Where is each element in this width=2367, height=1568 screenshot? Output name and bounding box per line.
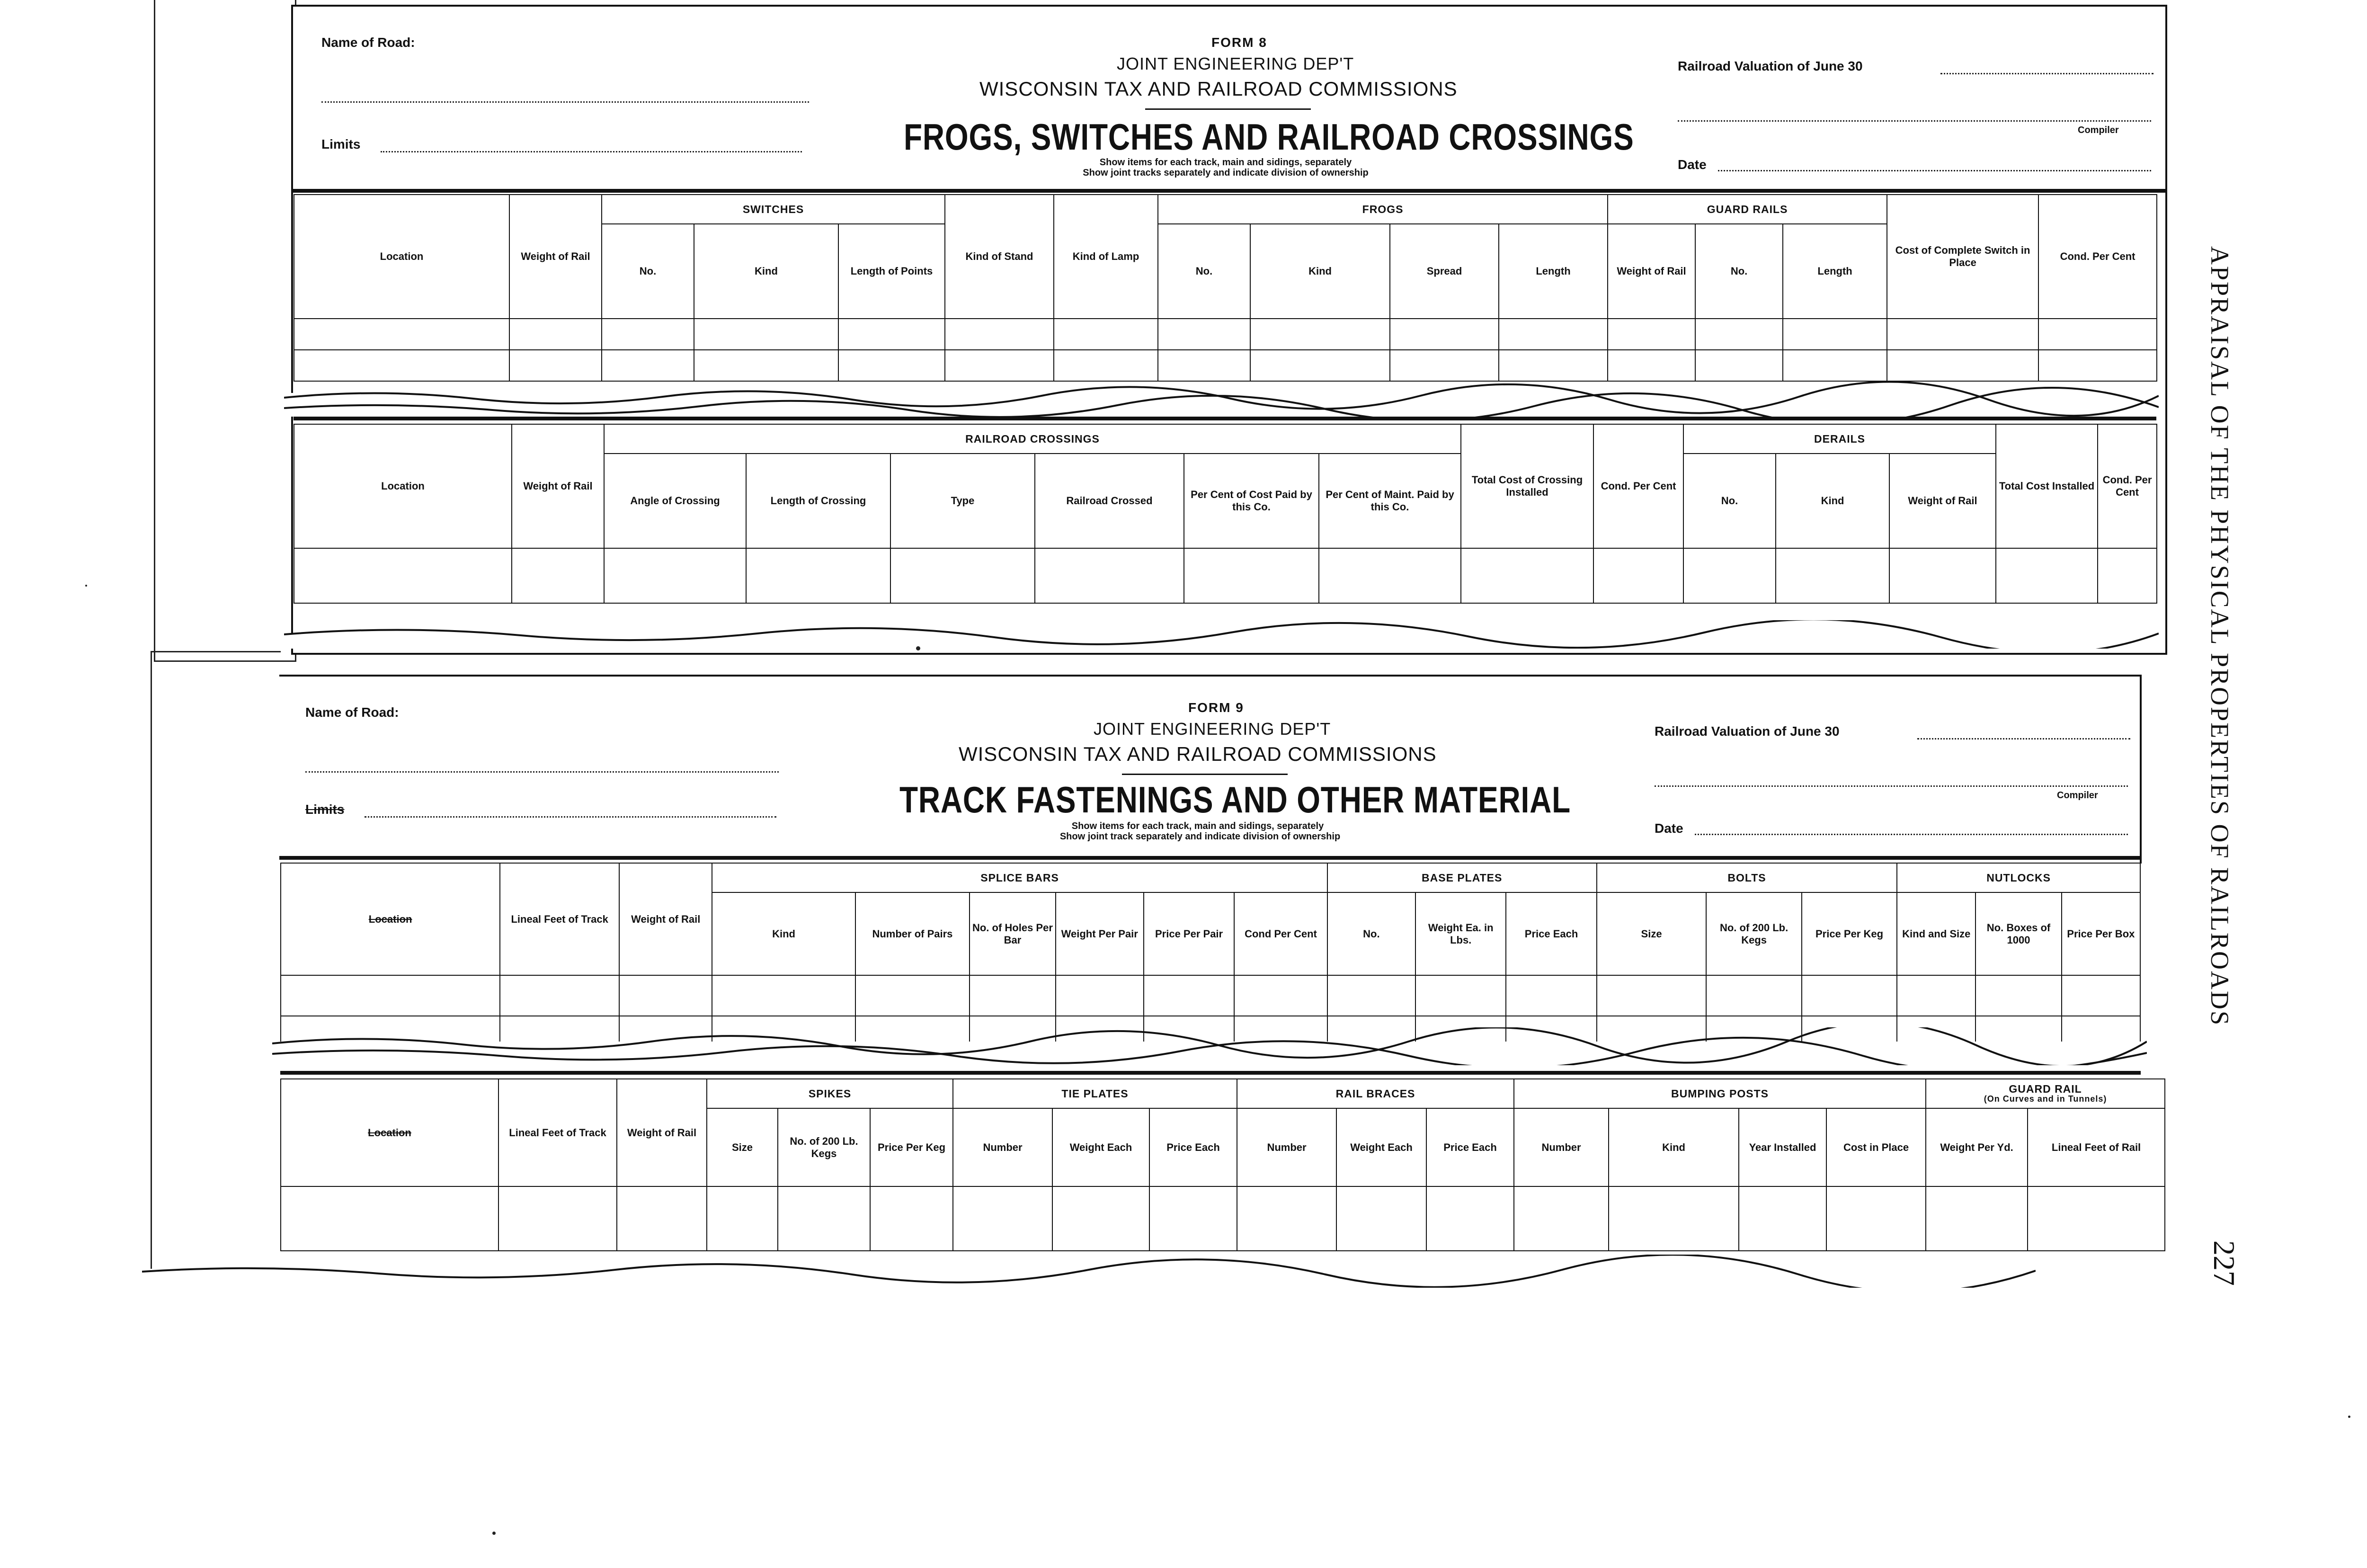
speck — [2348, 1416, 2350, 1418]
table-row — [294, 319, 2157, 350]
valuation-line — [1917, 738, 2130, 739]
col-sb-kind: Kind — [712, 892, 855, 975]
side-title: APPRAISAL OF THE PHYSICAL PROPERTIES OF RAILROADS — [2206, 246, 2234, 1027]
col-sb-cond: Cond Per Cent — [1234, 892, 1327, 975]
col-bo-size: Size — [1597, 892, 1707, 975]
compiler-label: Compiler — [2057, 790, 2098, 801]
col-de-weight: Weight of Rail — [1889, 454, 1996, 548]
guard-rail-label: GUARD RAIL — [2009, 1083, 2082, 1095]
col-sw-kind: Kind — [694, 224, 838, 319]
table-spikes — [280, 1078, 2165, 1251]
col-nl-price: Price Per Box — [2062, 892, 2140, 975]
col-de-total: Total Cost Installed — [1996, 424, 2098, 548]
group-nutlocks: NUTLOCKS — [1897, 863, 2140, 892]
col-bp-price: Price Each — [1506, 892, 1596, 975]
limits-line — [365, 816, 776, 818]
name-of-road-label: Name of Road: — [305, 705, 399, 720]
col-de-cond: Cond. Per Cent — [2098, 424, 2157, 548]
speck — [85, 585, 87, 587]
col-bp-number: Number — [1514, 1108, 1609, 1186]
group-switches: SWITCHES — [602, 195, 945, 224]
speck — [492, 1532, 496, 1535]
col-kind-of-lamp: Kind of Lamp — [1054, 195, 1158, 319]
valuation-label: Railroad Valuation of June 30 — [1678, 59, 1863, 73]
form-note-1: Show items for each track, main and sidings, separately — [1071, 821, 1324, 831]
col-tp-number: Number — [953, 1108, 1052, 1186]
torn-edge-4 — [142, 1255, 2036, 1288]
title-divider — [1145, 108, 1311, 110]
group-derails: DERAILS — [1683, 424, 1996, 454]
name-of-road-line — [321, 101, 809, 103]
commission-name: WISCONSIN TAX AND RAILROAD COMMISSIONS — [979, 78, 1458, 100]
col-length: Length of Crossing — [746, 454, 890, 548]
col-location: Location — [294, 424, 512, 548]
name-of-road-line — [305, 771, 779, 773]
table-splice-bars — [280, 863, 2141, 1048]
name-of-road-label: Name of Road: — [321, 35, 415, 50]
form9-header-rule — [279, 856, 2142, 860]
table-switches-frogs — [294, 194, 2157, 382]
date-label: Date — [1678, 157, 1707, 172]
col-rb-number: Number — [1237, 1108, 1336, 1186]
col-sw-no: No. — [602, 224, 694, 319]
col-pct-maint: Per Cent of Maint. Paid by this Co. — [1319, 454, 1461, 548]
torn-edge-1 — [284, 379, 2159, 417]
group-frogs: FROGS — [1158, 195, 1608, 224]
col-cost-complete: Cost of Complete Switch in Place — [1887, 195, 2038, 319]
col-rb-weight: Weight Each — [1336, 1108, 1426, 1186]
compiler-line — [1655, 785, 2128, 787]
group-bumping-posts: BUMPING POSTS — [1514, 1079, 1926, 1108]
col-total-cost: Total Cost of Crossing Installed — [1461, 424, 1593, 548]
col-fr-spread: Spread — [1390, 224, 1499, 319]
col-gr-weight: Weight of Rail — [1608, 224, 1695, 319]
page-number: 227 — [2207, 1240, 2241, 1286]
col-gr-lineal: Lineal Feet of Rail — [2028, 1108, 2165, 1186]
col-gr-no: No. — [1695, 224, 1783, 319]
col-fr-kind: Kind — [1250, 224, 1390, 319]
col-sb-holes: No. of Holes Per Bar — [970, 892, 1055, 975]
form-note-2: Show joint tracks separately and indicate division of ownership — [1083, 168, 1369, 178]
table-railroad-crossings — [294, 424, 2157, 604]
col-sp-price: Price Per Keg — [870, 1108, 953, 1186]
header-rule — [293, 189, 2165, 193]
guard-rail-sublabel: (On Curves and in Tunnels) — [1984, 1094, 2107, 1104]
group-railroad-crossings: RAILROAD CROSSINGS — [604, 424, 1461, 454]
col-fr-length: Length — [1499, 224, 1608, 319]
col-bp-year: Year Installed — [1739, 1108, 1826, 1186]
col-sp-size: Size — [707, 1108, 778, 1186]
col-railroad-crossed: Railroad Crossed — [1035, 454, 1184, 548]
table-row — [281, 1186, 2165, 1251]
col-weight-of-rail: Weight of Rail — [509, 195, 602, 319]
col-cond: Cond. Per Cent — [1593, 424, 1683, 548]
date-label: Date — [1655, 821, 1683, 836]
torn-edge-3 — [272, 1027, 2147, 1065]
col-kind-of-stand: Kind of Stand — [945, 195, 1054, 319]
col-fr-no: No. — [1158, 224, 1250, 319]
col-bp-no: No. — [1327, 892, 1415, 975]
form-title: TRACK FASTENINGS AND OTHER MATERIAL — [899, 779, 1571, 820]
col-weight-of-rail: Weight of Rail — [617, 1079, 707, 1186]
col-de-no: No. — [1683, 454, 1776, 548]
col-tp-weight: Weight Each — [1052, 1108, 1149, 1186]
valuation-label: Railroad Valuation of June 30 — [1655, 724, 1840, 739]
form-note-2: Show joint track separately and indicate division of ownership — [1059, 831, 1341, 842]
form-title: FROGS, SWITCHES AND RAILROAD CROSSINGS — [904, 116, 1634, 158]
group-guard-rails: GUARD RAILS — [1608, 195, 1887, 224]
dept-name: JOINT ENGINEERING DEP'T — [1117, 54, 1354, 73]
col-type: Type — [890, 454, 1035, 548]
col-location: Location — [281, 1079, 498, 1186]
col-angle: Angle of Crossing — [604, 454, 746, 548]
group-rail-braces: RAIL BRACES — [1237, 1079, 1514, 1108]
table-row — [294, 548, 2157, 603]
col-location: Location — [281, 863, 500, 975]
title-divider — [1122, 774, 1288, 775]
group-splice-bars: SPLICE BARS — [712, 863, 1327, 892]
table-row — [294, 350, 2157, 381]
limits-line — [381, 151, 802, 152]
col-gr-weight: Weight Per Yd. — [1926, 1108, 2028, 1186]
table-row — [281, 975, 2140, 1016]
col-gr-length: Length — [1783, 224, 1887, 319]
group-bolts: BOLTS — [1597, 863, 1897, 892]
col-nl-boxes: No. Boxes of 1000 — [1975, 892, 2061, 975]
col-rb-price: Price Each — [1426, 1108, 1514, 1186]
form-9 — [279, 675, 2142, 864]
commission-name: WISCONSIN TAX AND RAILROAD COMMISSIONS — [959, 743, 1437, 765]
col-de-kind: Kind — [1776, 454, 1889, 548]
col-sp-kegs: No. of 200 Lb. Kegs — [778, 1108, 870, 1186]
col-lineal-feet: Lineal Feet of Track — [498, 1079, 617, 1186]
col-weight-of-rail: Weight of Rail — [512, 424, 604, 548]
group-tie-plates: TIE PLATES — [953, 1079, 1237, 1108]
col-nl-kind: Kind and Size — [1897, 892, 1975, 975]
table2-top-rule — [294, 417, 2156, 420]
table4-top-rule — [280, 1071, 2141, 1075]
group-guard-rail — [1926, 1079, 2165, 1108]
col-sw-length: Length of Points — [838, 224, 945, 319]
col-bo-kegs: No. of 200 Lb. Kegs — [1706, 892, 1801, 975]
dept-name: JOINT ENGINEERING DEP'T — [1094, 719, 1331, 739]
col-tp-price: Price Each — [1149, 1108, 1237, 1186]
date-line — [1695, 834, 2128, 835]
col-sb-price: Price Per Pair — [1144, 892, 1234, 975]
col-pct-cost: Per Cent of Cost Paid by this Co. — [1184, 454, 1319, 548]
compiler-line — [1678, 120, 2151, 122]
group-spikes: SPIKES — [707, 1079, 953, 1108]
limits-label: Limits — [305, 802, 345, 817]
form-number: FORM 8 — [1211, 35, 1267, 50]
form-note-1: Show items for each track, main and sidings, separately — [1099, 157, 1352, 168]
compiler-label: Compiler — [2078, 125, 2119, 135]
valuation-line — [1940, 73, 2153, 74]
group-base-plates: BASE PLATES — [1327, 863, 1597, 892]
binding-strip-bottom — [151, 651, 281, 1274]
limits-label: Limits — [321, 137, 361, 151]
col-bp-kind: Kind — [1609, 1108, 1739, 1186]
col-sb-weight: Weight Per Pair — [1056, 892, 1144, 975]
col-sb-pairs: Number of Pairs — [855, 892, 970, 975]
speck — [916, 646, 920, 650]
col-cond: Cond. Per Cent — [2038, 195, 2157, 319]
col-weight-of-rail: Weight of Rail — [619, 863, 712, 975]
col-location: Location — [294, 195, 509, 319]
form-number: FORM 9 — [1188, 700, 1244, 715]
binding-strip-top — [154, 0, 296, 662]
col-bp-weight: Weight Ea. in Lbs. — [1415, 892, 1506, 975]
col-lineal-feet: Lineal Feet of Track — [500, 863, 619, 975]
col-bo-price: Price Per Keg — [1802, 892, 1897, 975]
col-bp-cost: Cost in Place — [1826, 1108, 1926, 1186]
torn-edge-2 — [284, 620, 2159, 649]
date-line — [1718, 170, 2151, 171]
